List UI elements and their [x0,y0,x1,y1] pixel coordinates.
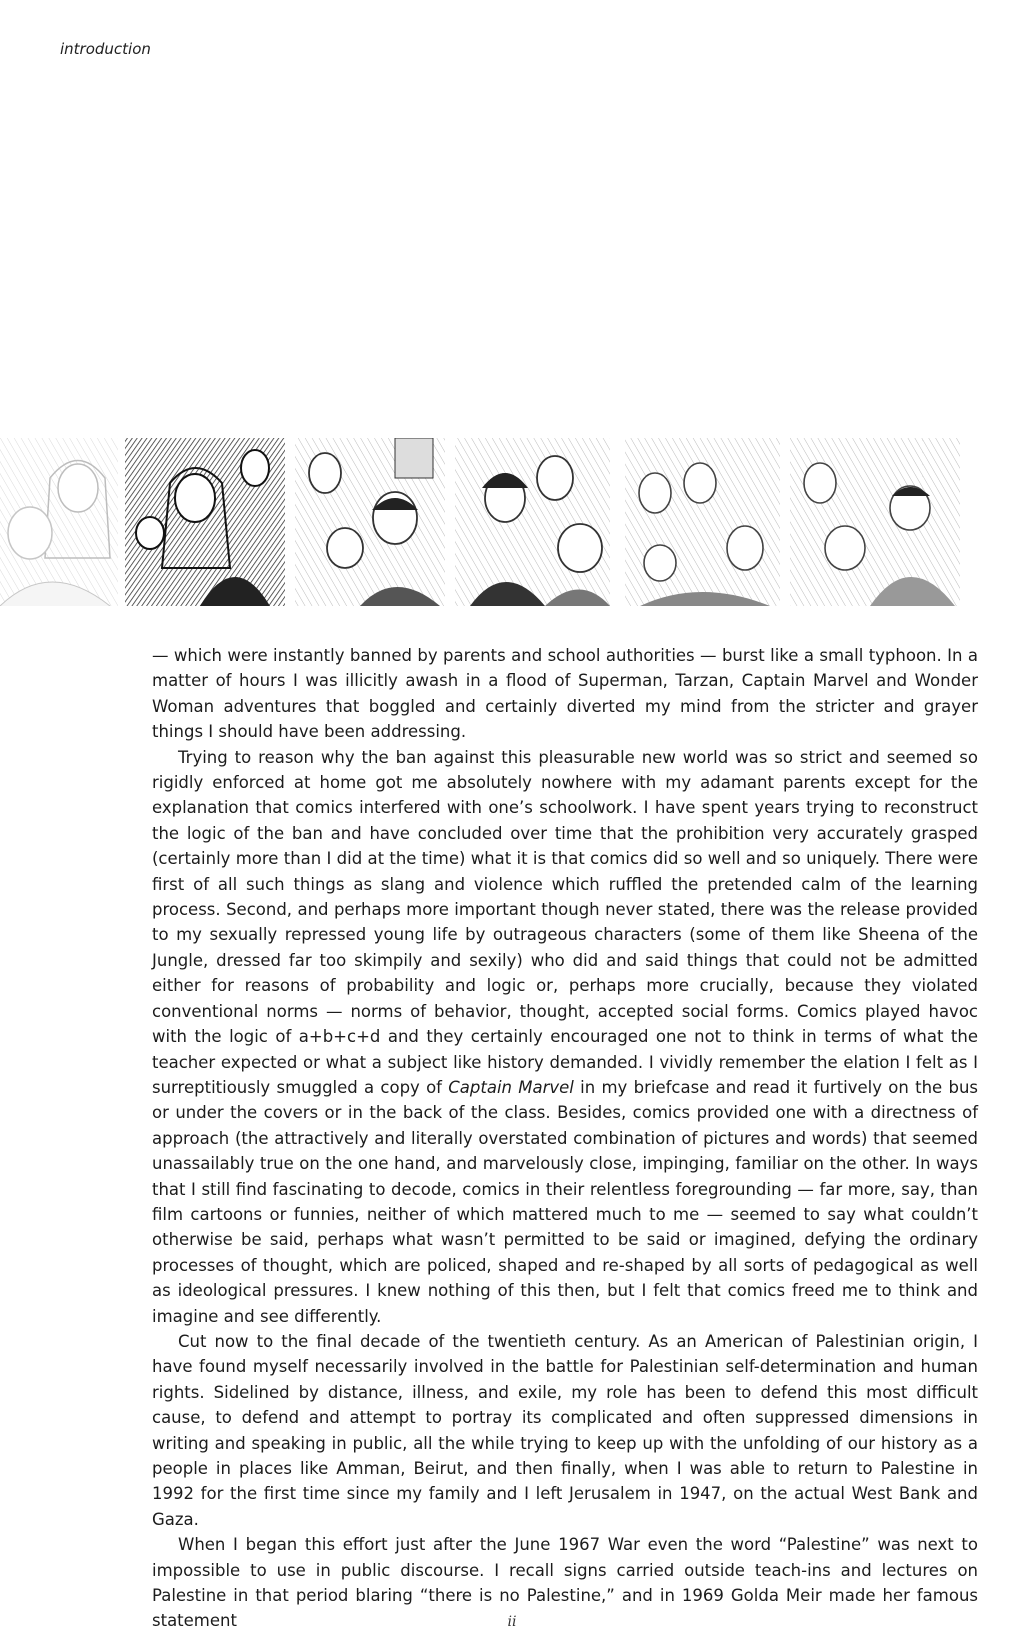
comic-panels-icon [0,438,960,606]
comic-panel-2 [125,438,285,606]
text-run: Cut now to the final decade of the twentieth century. As an American of Palestinian origin, I have found myself necessarily involved in the battle for Palestinian self-determination and human rights. Sidelined by distance, illness, and exile, my role has been to defend this most difficult cause, to defend and attempt to portray its complicated and often suppressed dimensions in writing and speaking in public, all the while trying to keep up with the unfolding of our history as a people in places like Amman, Beirut, and then finally, when I was able to return to Palestine in 1992 for the first time since my family and I left Jerusalem in 1947, on the actual West Bank and Gaza. [152,1331,978,1529]
paragraph [152,745,978,1329]
text-run: — which were instantly banned by parents and school authorities — burst like a small typhoon. In a matter of hours I was illicitly awash in a flood of Superman, Tarzan, Captain Marvel and Wonder Woman adventures that boggled and certainly diverted my mind from the stricter and grayer things I should have been addressing. [152,646,978,742]
comic-panel-6 [790,438,960,606]
body-text [152,643,978,1634]
page-number: ii [507,1614,517,1630]
comic-panel-4 [455,438,610,606]
comic-panel-3 [295,438,445,606]
comic-panel-1 [0,438,118,606]
comic-panel-5 [625,438,780,606]
text-run: in my briefcase and read it furtively on the bus or under the covers or in the back of the class. Besides, comics provided one with a directness of approach (the attractively and literally overstated combination of pictures and words) that seemed unassailably true on the one hand, and marvelously close, impinging, familiar on the other. In ways that I still find fascinating to decode, comics in their relentless foregrounding — far more, say, than film cartoons or funnies, neither of which mattered much to me — seemed to say what couldn’t otherwise be said, perhaps what wasn’t permitted to be said or imagined, defying the ordinary processes of thought, which are policed, shaped and re-shaped by all sorts of pedagogical as well as ideological pressures. I knew nothing of this then, but I felt that comics freed me to think and imagine and see differently. [152,1077,979,1326]
paragraph [152,643,978,745]
text-run: Trying to reason why the ban against this pleasurable new world was so strict and seemed so rigidly enforced at home got me absolutely nowhere with my adamant parents except for the explanation that comics interfered with one’s schoolwork. I have spent years trying to reconstruct the logic of the ban and have concluded over time that the prohibition very accurately grasped (certainly more than I did at the time) what it is that comics did so well and so uniquely. There were first of all such things as slang and violence which ruffled the pretended calm of the learning process. Second, and perhaps more important though never stated, there was the release provided to my sexually repressed young life by outrageous characters (some of them like Sheena of the Jungle, dressed far too skimpily and sexily) who did and said things that could not be admitted either for reasons of probability and logic or, perhaps more crucially, because they violated conventional norms — norms of behavior, thought, accepted social forms. Comics played havoc with the logic of a+b+c+d and they certainly encouraged one not to think in terms of what the teacher expected or what a subject like history demanded. I vividly remember the elation I felt as I surreptitiously smuggled a copy of [152,747,978,1097]
section-header: introduction [60,40,151,58]
comic-strip-illustration [0,438,960,606]
italic-title: Captain Marvel [448,1077,574,1097]
text-run: When I began this effort just after the June 1967 War even the word “Palestine” was next to impossible to use in public discourse. I recall signs carried outside teach-ins and lectures on Palestine in that period blaring “there is no Palestine,” and in 1969 Golda Meir made her famous statement [152,1535,978,1631]
paragraph [152,1329,978,1532]
